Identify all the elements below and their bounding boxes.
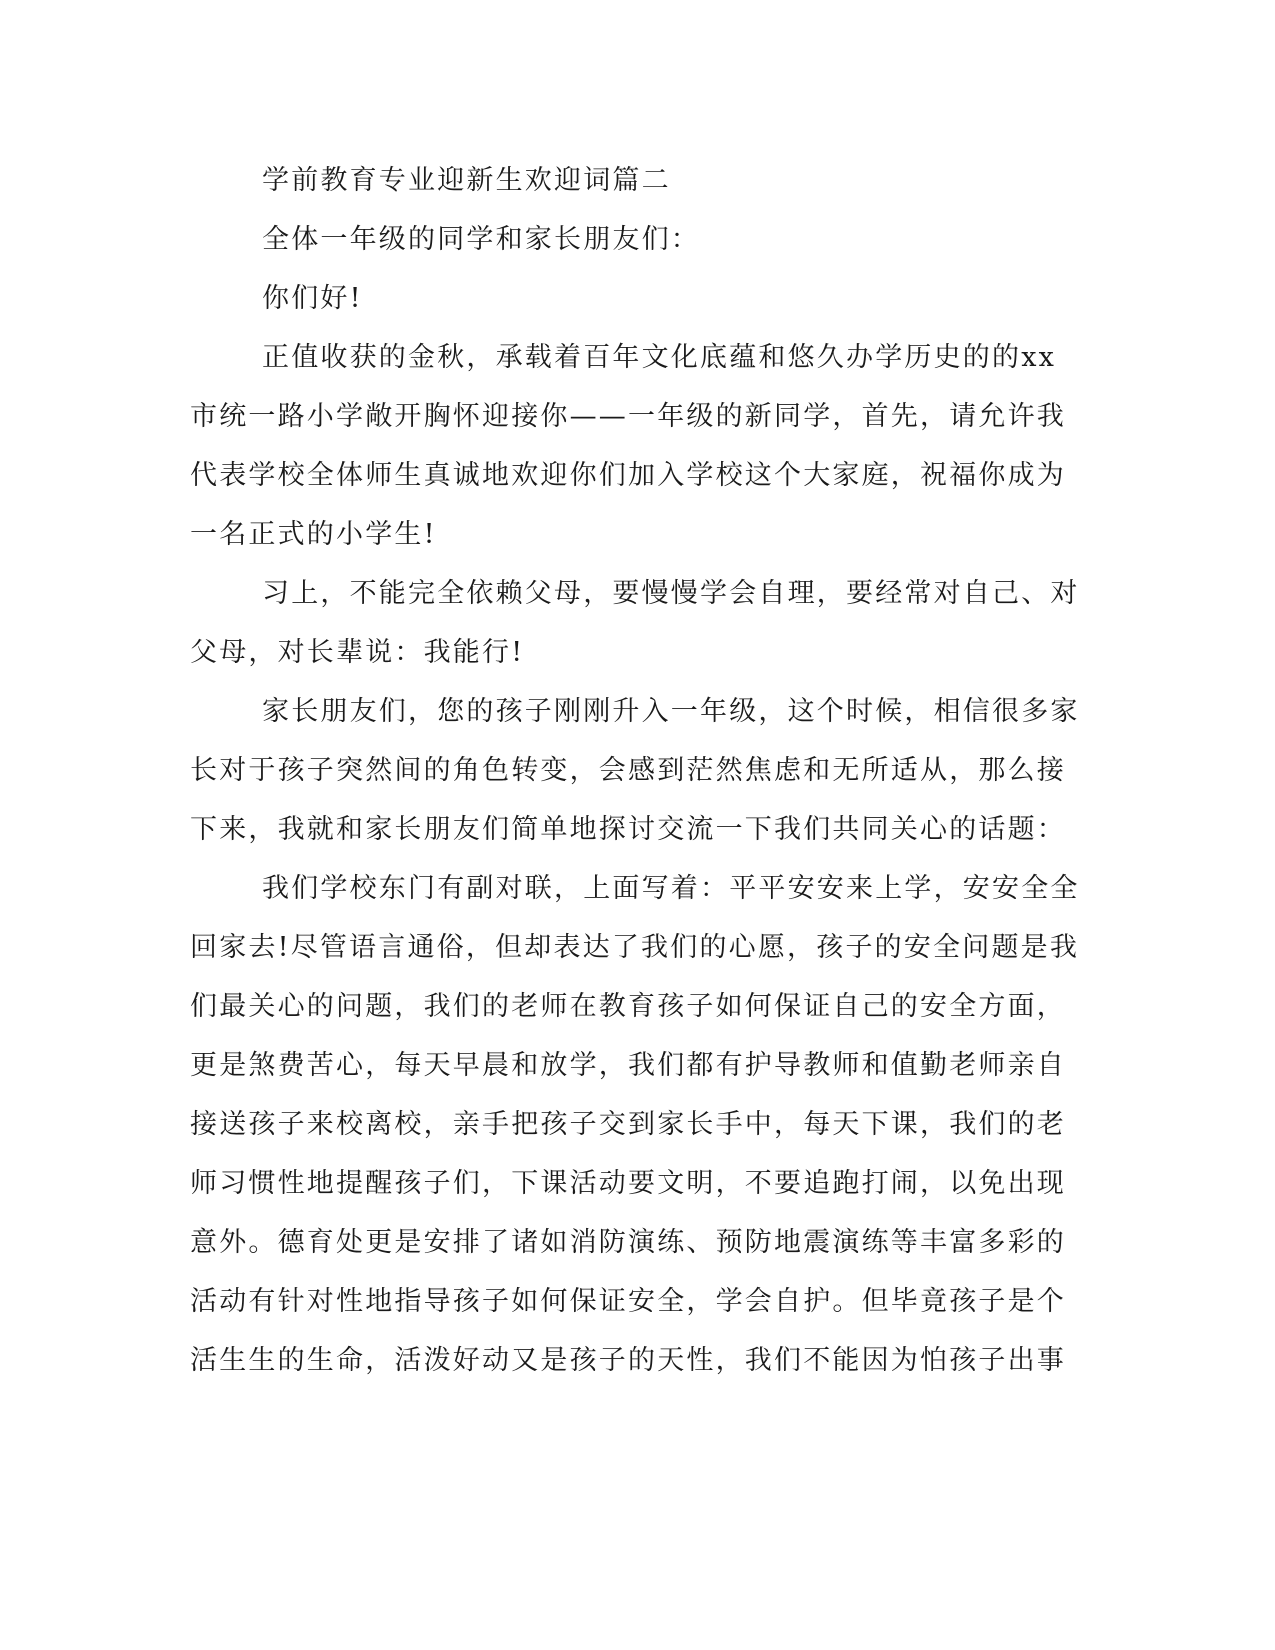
salutation: 全体一年级的同学和家长朋友们： — [262, 224, 700, 255]
paragraph-line: 市统一路小学敞开胸怀迎接你——一年级的新同学，首先，请允许我 — [190, 401, 1066, 432]
document-title: 学前教育专业迎新生欢迎词篇二 — [262, 165, 671, 196]
paragraph-line: 家长朋友们，您的孩子刚刚升入一年级，这个时候，相信很多家 — [262, 696, 1080, 727]
paragraph-line: 回家去!尽管语言通俗，但却表达了我们的心愿，孩子的安全问题是我 — [190, 932, 1080, 963]
paragraph-line: 们最关心的问题，我们的老师在教育孩子如何保证自己的安全方面， — [190, 991, 1066, 1022]
paragraph-line: 父母，对长辈说：我能行! — [190, 637, 525, 668]
paragraph-line: 活动有针对性地指导孩子如何保证安全，学会自护。但毕竟孩子是个 — [190, 1286, 1066, 1317]
paragraph-line: 一名正式的小学生! — [190, 519, 437, 550]
paragraph-line: 代表学校全体师生真诚地欢迎你们加入学校这个大家庭，祝福你成为 — [190, 460, 1066, 491]
paragraph-line: 活生生的生命，活泼好动又是孩子的天性，我们不能因为怕孩子出事 — [190, 1345, 1066, 1376]
paragraph-line: 接送孩子来校离校，亲手把孩子交到家长手中，每天下课，我们的老 — [190, 1109, 1066, 1140]
paragraph-line: 习上，不能完全依赖父母，要慢慢学会自理，要经常对自己、对 — [262, 578, 1080, 609]
paragraph-line: 正值收获的金秋，承载着百年文化底蕴和悠久办学历史的的xx — [262, 342, 1057, 373]
paragraph-line: 我们学校东门有副对联，上面写着：平平安安来上学，安安全全 — [262, 873, 1080, 904]
paragraph-line: 长对于孩子突然间的角色转变，会感到茫然焦虑和无所适从，那么接 — [190, 755, 1066, 786]
paragraph-line: 意外。德育处更是安排了诸如消防演练、预防地震演练等丰富多彩的 — [190, 1227, 1066, 1258]
paragraph-line: 师习惯性地提醒孩子们，下课活动要文明，不要追跑打闹，以免出现 — [190, 1168, 1066, 1199]
paragraph-line: 更是煞费苦心，每天早晨和放学，我们都有护导教师和值勤老师亲自 — [190, 1050, 1066, 1081]
paragraph-line: 下来，我就和家长朋友们简单地探讨交流一下我们共同关心的话题： — [190, 814, 1066, 845]
greeting: 你们好! — [262, 283, 363, 314]
